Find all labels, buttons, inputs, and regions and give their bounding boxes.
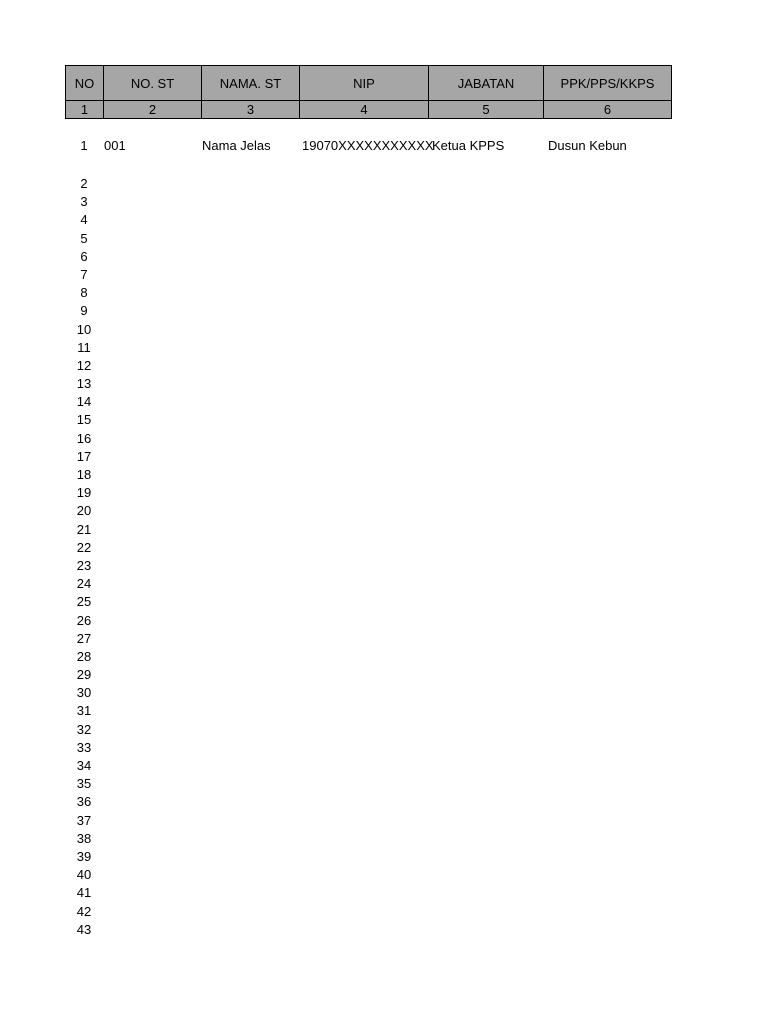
- entry-jabatan: Ketua KPPS: [432, 138, 505, 153]
- column-number-row: [66, 101, 672, 119]
- row-number: 21: [76, 521, 92, 537]
- row-number: 5: [80, 230, 88, 246]
- row-number: 29: [76, 667, 92, 683]
- entry-no-st: 001: [104, 138, 126, 153]
- row-number: 43: [76, 921, 92, 937]
- row-number: 9: [80, 303, 88, 319]
- entry-nama: Nama Jelas: [202, 138, 271, 153]
- row-number: 34: [76, 758, 92, 773]
- header-row: [66, 66, 672, 101]
- row-number: 40: [76, 867, 92, 883]
- row-number: 14: [76, 394, 92, 410]
- row-number: 7: [80, 266, 88, 282]
- row-number: 17: [76, 448, 92, 464]
- header-no: NO: [66, 66, 104, 101]
- row-number: 36: [76, 794, 92, 810]
- header-nip: NIP: [300, 66, 429, 101]
- row-number-list: [65, 175, 103, 939]
- row-number: 26: [76, 612, 92, 628]
- row-number: 22: [76, 539, 92, 555]
- row-number: 31: [76, 703, 92, 719]
- header-table: [65, 65, 672, 119]
- row-number: 30: [76, 685, 92, 701]
- row-number: 6: [80, 248, 88, 264]
- row-number: 3: [80, 194, 88, 210]
- row-number: 37: [76, 812, 92, 828]
- column-number: 2: [104, 101, 202, 119]
- column-number: 1: [66, 101, 104, 119]
- row-number: 18: [76, 467, 92, 482]
- row-number: 24: [76, 576, 92, 592]
- column-number: 5: [429, 101, 544, 119]
- entry-nip: 19070XXXXXXXXXXX: [302, 138, 434, 153]
- row-number: 19: [76, 485, 92, 501]
- header-ppk-pps-kkps: PPK/PPS/KKPS: [544, 66, 672, 101]
- column-number: 6: [544, 101, 672, 119]
- entry-row: [0, 138, 768, 156]
- column-number: 4: [300, 101, 429, 119]
- row-number: 4: [80, 212, 88, 228]
- row-number: 23: [76, 557, 92, 573]
- row-number: 11: [77, 339, 91, 355]
- row-number: 27: [76, 630, 92, 646]
- row-number: 33: [76, 739, 92, 755]
- row-number: 25: [76, 594, 92, 610]
- row-number: 2: [80, 176, 88, 191]
- header-no-st: NO. ST: [104, 66, 202, 101]
- row-number: 15: [76, 412, 92, 428]
- header-nama-st: NAMA. ST: [202, 66, 300, 101]
- row-number: 13: [76, 376, 92, 392]
- row-number: 38: [76, 830, 92, 846]
- row-number: 16: [76, 430, 92, 446]
- column-number: 3: [202, 101, 300, 119]
- row-number: 41: [76, 885, 92, 901]
- row-number: 35: [76, 776, 92, 792]
- row-number: 32: [76, 721, 92, 737]
- entry-no: 1: [80, 138, 88, 153]
- row-number: 8: [80, 285, 88, 301]
- row-number: 10: [76, 321, 92, 337]
- header-jabatan: JABATAN: [429, 66, 544, 101]
- row-number: 39: [76, 848, 92, 864]
- row-number: 20: [76, 503, 92, 519]
- entry-ppk: Dusun Kebun: [548, 138, 627, 153]
- row-number: 42: [76, 903, 92, 919]
- row-number: 28: [76, 648, 92, 664]
- row-number: 12: [76, 357, 92, 373]
